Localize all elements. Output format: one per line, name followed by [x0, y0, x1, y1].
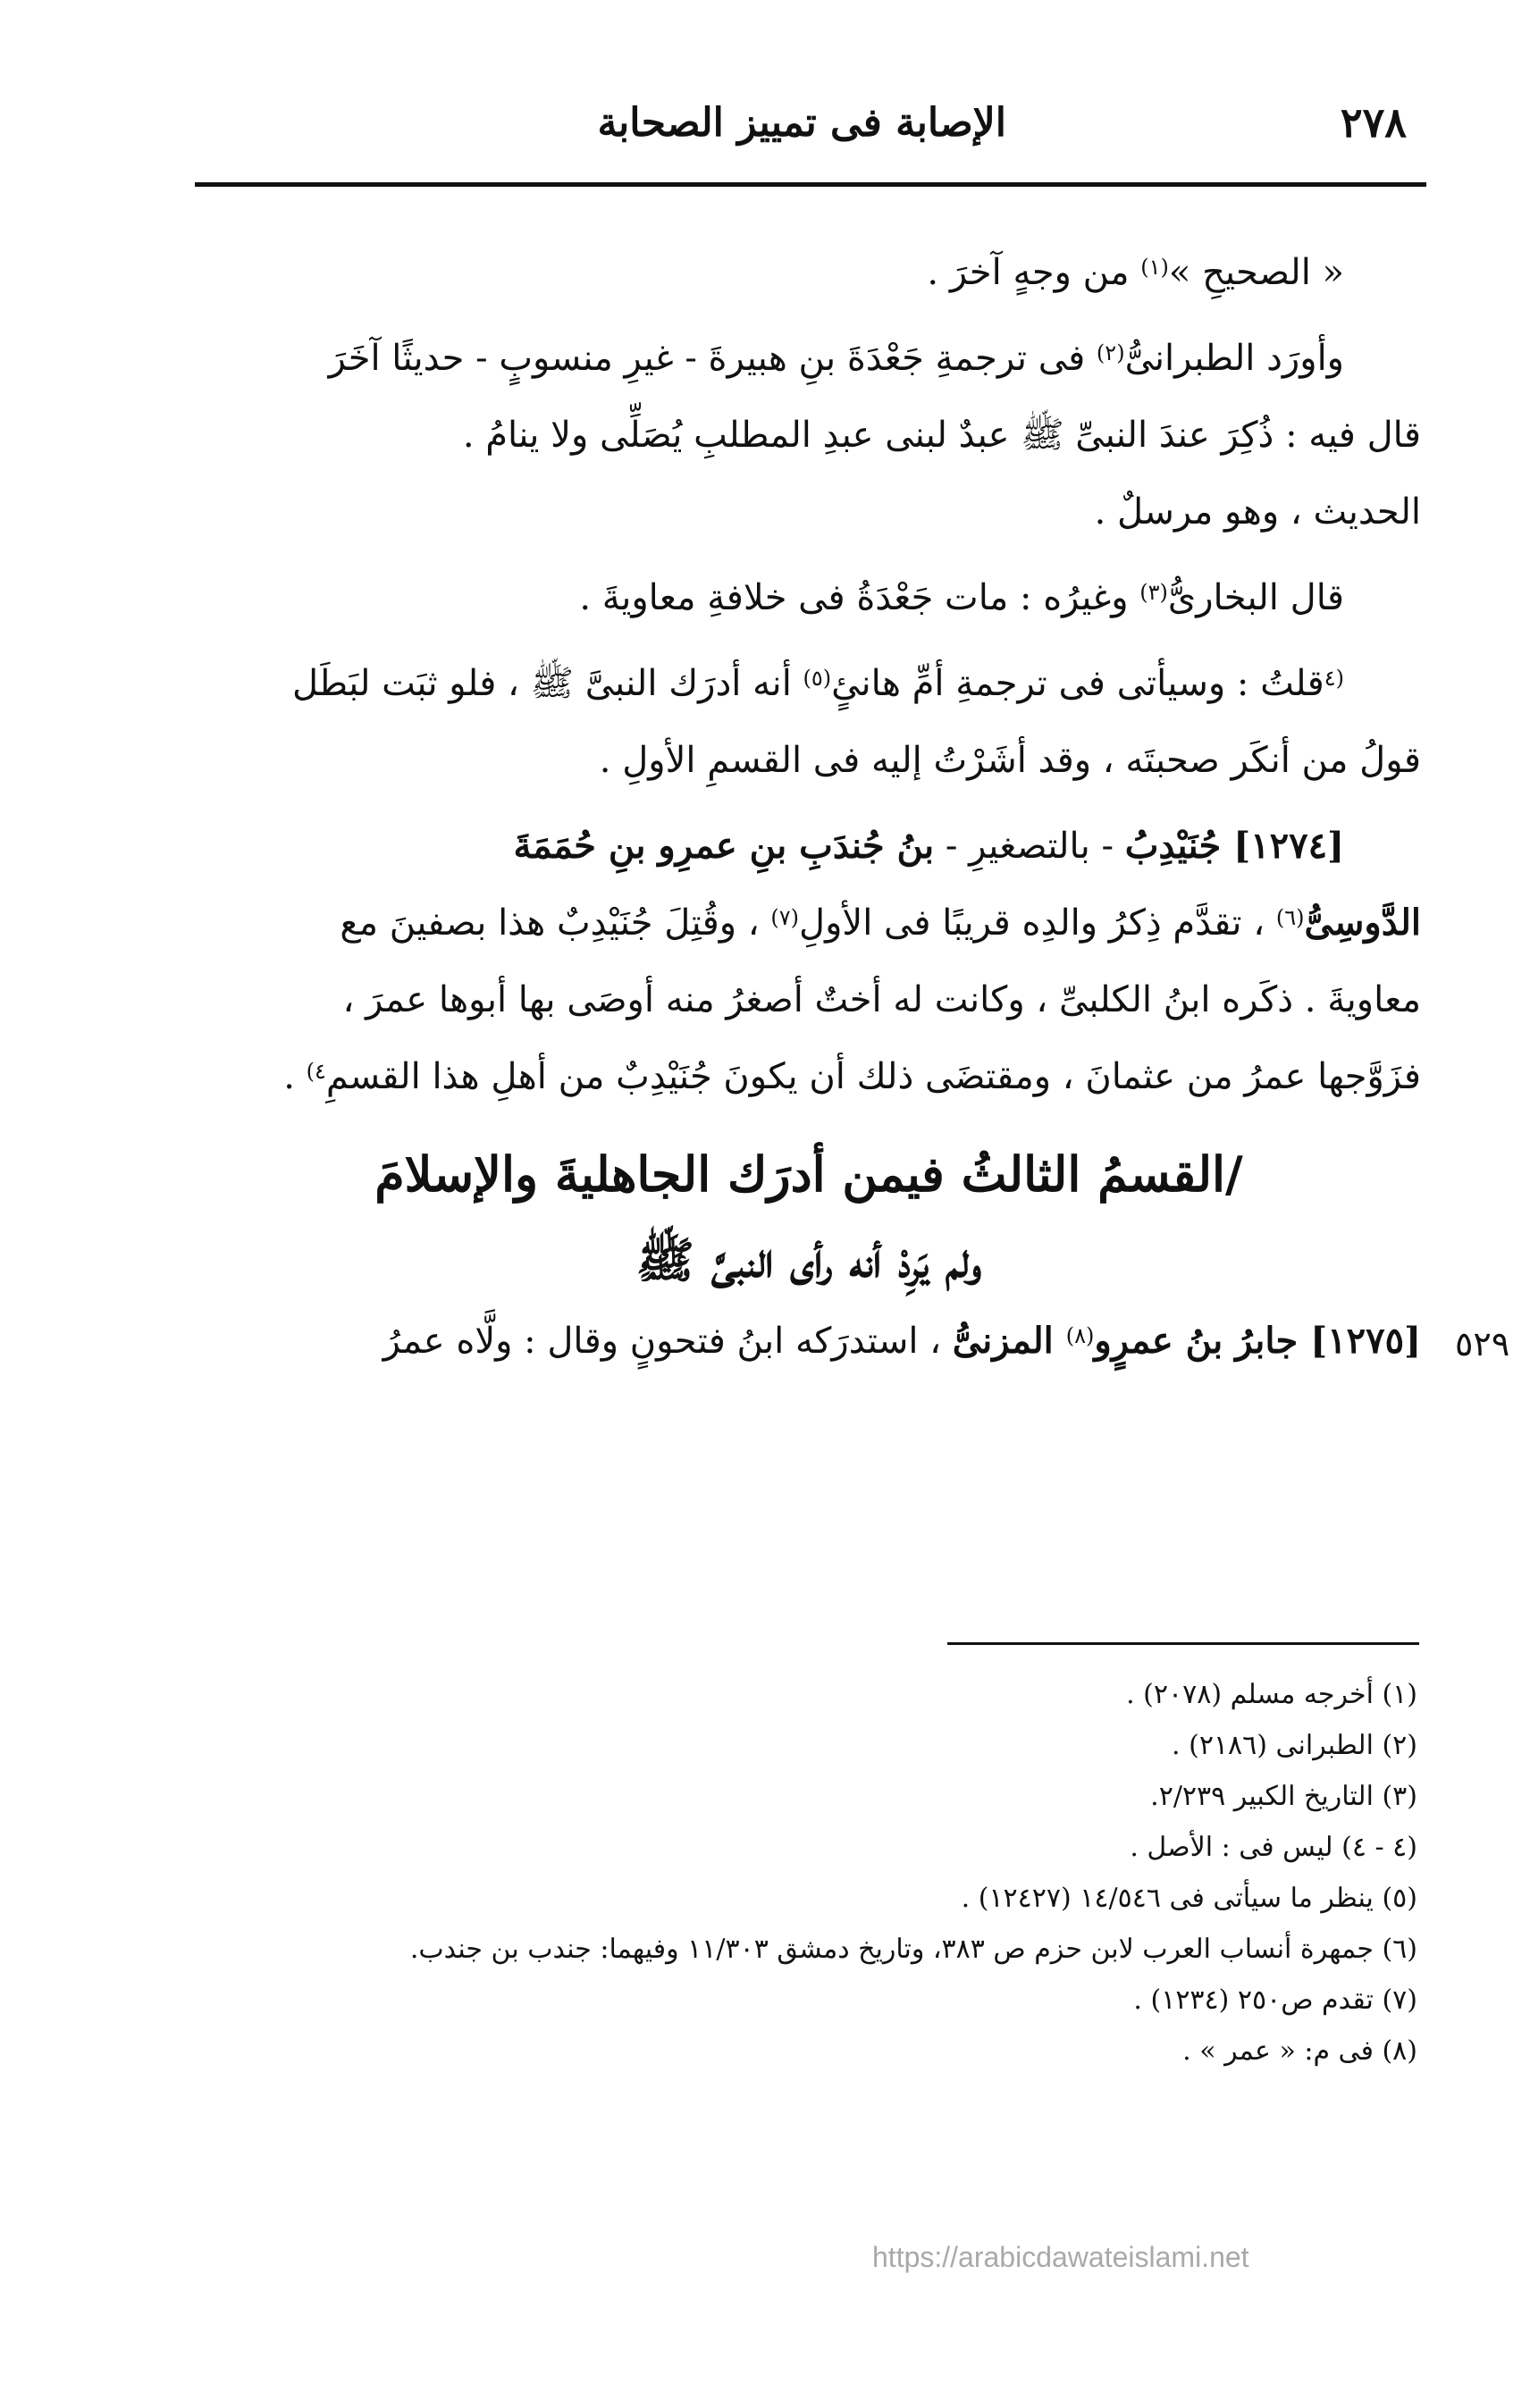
footnote-7: (٧) تقدم ص٢٥٠ (١٢٣٤) .	[1133, 1984, 1417, 2016]
footnote-ref-4-close: ٤)	[306, 1059, 326, 1084]
margin-page-number: ٥٢٩	[1455, 1324, 1510, 1363]
page-header	[195, 96, 1426, 186]
footnotes	[197, 1669, 1417, 2077]
page-number: ٢٧٨	[1340, 98, 1407, 147]
header-rule	[195, 182, 1426, 187]
text-run: قلتُ : وسيأتى فى ترجمةِ أمِّ هانئٍ	[831, 663, 1324, 704]
footnote-5: (٥) ينظر ما سيأتى فى ١٤/٥٤٦ (١٢٤٢٧) .	[961, 1883, 1417, 1914]
entry-name: جابرُ بنُ عمرٍو	[1094, 1320, 1311, 1362]
footnote-1: (١) أخرجه مسلم (٢٠٧٨) .	[1126, 1679, 1417, 1710]
entry-1274-line-1	[197, 808, 1421, 885]
text-run: وأورَد الطبرانىُّ	[1124, 338, 1344, 379]
entry-1274-line-3: معاويةَ . ذكَره ابنُ الكلبىِّ ، وكانت له أختٌ أصغرُ منه أوصَى بها أبوها عمرَ ،	[342, 979, 1421, 1020]
section-heading-1: /القسمُ الثالثُ فيمن أدرَك الجاهليةَ والإسلامَ	[374, 1145, 1243, 1203]
footnote-ref-6: (٦)	[1275, 905, 1305, 930]
text-run: قال البخارىُّ	[1167, 577, 1344, 618]
text-run: ، وقُتِلَ جُنَيْدِبٌ هذا بصفينَ مع	[340, 902, 771, 944]
quoted-title: « الصحيحِ »	[1168, 252, 1344, 293]
text-run: أنه أدرَك النبىَّ ﷺ ، فلو ثبَت لبَطَل	[292, 663, 803, 704]
footnote-4: (٤ - ٤) ليس فى : الأصل .	[1130, 1832, 1417, 1863]
footnote-2: (٢) الطبرانى (٢١٨٦) .	[1172, 1730, 1417, 1761]
main-text	[197, 234, 1421, 1380]
text-run: .	[283, 1056, 307, 1097]
running-title: الإصابة فى تمييز الصحابة	[597, 100, 1006, 146]
paragraph-2-line-1	[197, 320, 1421, 397]
footnote-ref-7: (٧)	[770, 905, 799, 930]
text-run: فزَوَّجها عمرُ من عثمانَ ، ومقتضَى ذلك أن يكونَ جُنَيْدِبٌ من أهلِ هذا القسمِ	[325, 1056, 1421, 1097]
paragraph-1-rest: من وجهٍ آخرَ .	[927, 252, 1141, 293]
text-run: فى ترجمةِ جَعْدَةَ بنِ هبيرةَ - غيرِ منسوبٍ - حديثًا آخَرَ	[328, 338, 1097, 379]
footnote-ref-5: (٥)	[803, 666, 832, 691]
footnote-separator	[947, 1642, 1419, 1645]
paragraph-3	[197, 559, 1421, 636]
text-run: ، استدرَكه ابنُ فتحونٍ وقال : ولَّاه عمرُ	[382, 1321, 953, 1362]
footnote-3: (٣) التاريخ الكبير ٢/٢٣٩.	[1150, 1781, 1417, 1812]
footnote-8: (٨) فى م: « عمر » .	[1182, 2035, 1417, 2067]
paragraph-4-line-2: قولُ من أنكَر صحبتَه ، وقد أشَرْتُ إليه فى القسمِ الأولِ .	[599, 740, 1421, 781]
entry-1274-line-2	[197, 885, 1421, 961]
paragraph-2-line-3: الحديث ، وهو مرسلٌ .	[1094, 491, 1421, 533]
section-heading-2: ولم يَرِدْ أنه رأى النبىَّ ﷺ	[635, 1231, 982, 1288]
footnote-ref-2: (٢)	[1096, 340, 1125, 365]
text-run: وغيرُه : مات جَعْدَةُ فى خلافةِ معاويةَ .	[579, 577, 1140, 618]
text-run: - بالتصغيرِ -	[934, 826, 1125, 867]
entry-nisba: الدَّوسِىُّ	[1304, 902, 1421, 944]
entry-1274-line-4	[197, 1038, 1421, 1115]
entry-nisba: المزنىُّ	[952, 1320, 1066, 1362]
text-run: ، تقدَّم ذِكرُ والدِه قريبًا فى الأولِ	[799, 902, 1276, 944]
footnote-ref-8: (٨)	[1065, 1323, 1095, 1348]
paragraph-4-line-1	[197, 645, 1421, 722]
paragraph-2-line-2: قال فيه : ذُكِرَ عندَ النبىِّ ﷺ عبدٌ لبنى عبدِ المطلبِ يُصَلِّى ولا ينامُ .	[462, 415, 1421, 456]
footnote-ref-1: (١)	[1140, 255, 1169, 280]
footnote-ref-4-open: (٤	[1324, 666, 1344, 691]
entry-number: [١٢٧٤]	[1233, 825, 1344, 867]
footnote-ref-3: (٣)	[1139, 580, 1168, 605]
entry-number: [١٢٧٥]	[1310, 1320, 1421, 1362]
watermark-url: https://arabicdawateislami.net	[872, 2241, 1249, 2273]
entry-1275	[197, 1303, 1421, 1380]
footnote-6: (٦) جمهرة أنساب العرب لابن حزم ص ٣٨٣، وتاريخ دمشق ١١/٣٠٣ وفيهما: جندب بن جندب.	[409, 1934, 1417, 1965]
entry-name: جُنَيْدِبُ	[1124, 825, 1234, 867]
paragraph-1	[197, 234, 1421, 311]
entry-lineage: بنُ جُندَبِ بنِ عمرِو بنِ حُمَمَةَ	[513, 825, 935, 867]
